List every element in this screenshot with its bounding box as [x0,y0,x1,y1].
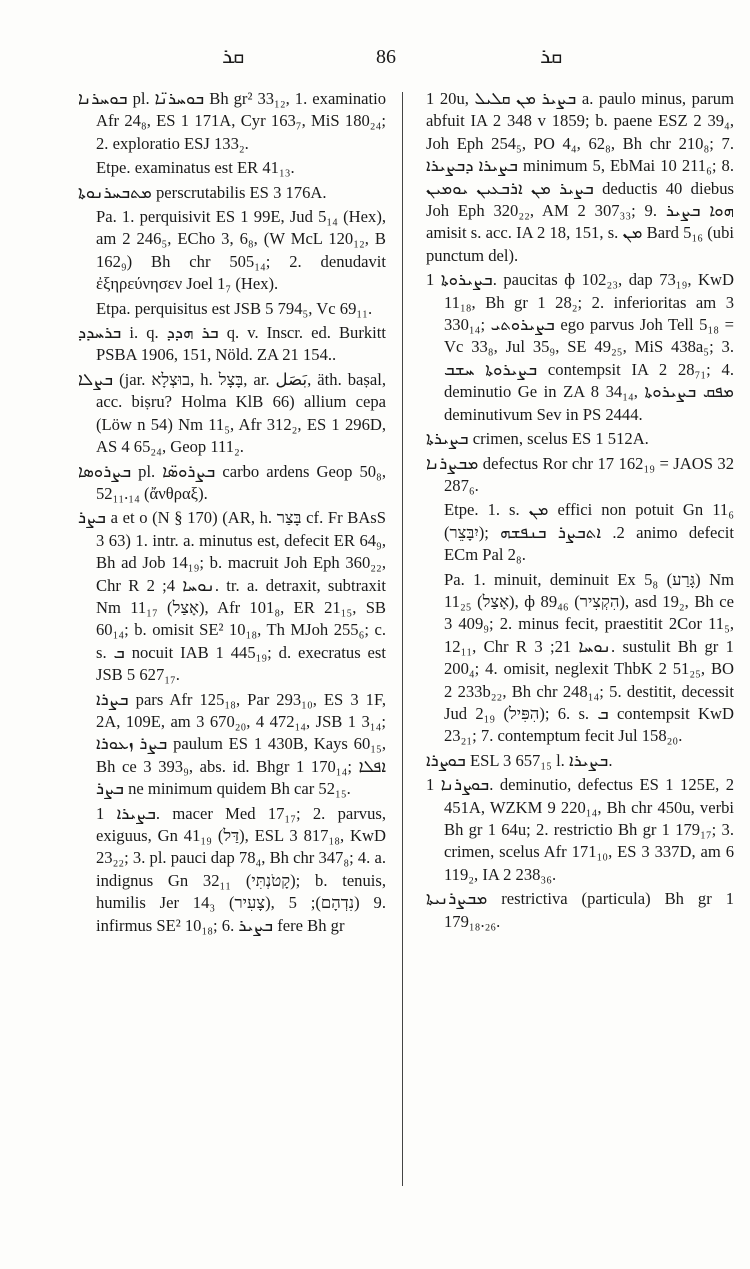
dictionary-entry: ܒܘܚܪܢܐ pl. ܒܘܚܪܢ̈ܐ Bh gr² 33₁₂, 1. examinatio Afr 24₈, ES 1 171A, Cyr 163₇, MiS 180₂₄; 2. exploratio ESJ 133₂. [78,89,387,153]
header-right-root: ܩܪ [540,44,563,68]
dictionary-entry: Etpa. perquisitus est JSB 5 794₅, Vc 69₁₁. [96,298,373,318]
dictionary-entry: ܒܨܝܪܘܬܐ 1. paucitas ф 102₂₃, dap 73₁₉, KwD 11₁₈, Bh gr 1 28₂; 2. inferioritas am 3 330₁₄; ܒܨܝܪܘܬܝ ego parvus Joh Tell 5₁₈ = Vc 33₈, Jul 35₉, SE 49₂₅, MiS 438a₅; 3. ܒܨܝܪܘܬܐ ܚܫܒ contempsit IA 2 28₇₁; 4. deminutio Ge in ZA 8 34₁₄, ܡܦܩ ܒܨܝܪܘܬܐ deminutivum Sev in PS 2444. [426,270,735,424]
header-left-root: ܩܪ [222,44,245,68]
dictionary-entry: ܡܬܒܚܪܢܘܬܐ perscrutabilis ES 3 176A. [78,182,327,202]
dictionary-entry: ܒܨܪܘܣܐ pl. ܒܨܪܘܣ̈ܐ carbo ardens Geop 50₈, 52₁₁.₁₄ (ἄνθραξ). [78,461,386,503]
page-header [0,44,750,78]
dictionary-entry: ܒܪܚܕܕ i. q. ܒܪ ܗܕܕ q. v. Inscr. ed. Burkitt PSBA 1906, 151, Nöld. ZA 21 154.. [78,323,386,365]
dictionary-entry: ܒܨܝܪܐ 1. macer Med 17₁₇; 2. parvus, exiguus, Gn 41₁₉ (דַּל), ESL 3 817₁₈, KwD 23₂₂; 3. pl. pauci dap 78₄, Bh chr 347₈; 4. a. indignus Gn 32₁₁ (קָטֹנְתִּי); b. tenuis, humilis Jer 14₃ (צָעִיר), 9 (נִדְהָם); 5. infirmus SE² 10₁₈; 6. ܒܨܝܪ fere Bh gr [96,803,387,935]
column-divider [402,92,403,1186]
dictionary-entry: Etpe. examinatus est ER 41₁₃. [96,158,295,178]
dictionary-entry: ܒܘܨܪܐ ESL 3 657₁₅ l. ܒܨܝܪܐ. [426,750,613,770]
left-column [78,88,386,939]
dictionary-entry: Pa. 1. perquisivit ES 1 99E, Jud 5₁₄ (Hex), am 2 246₅, ECho 3, 6₈, (W McL 120₁₂, B 162₉) Bh chr 505₁₄; 2. denudavit ἐξηρεύνησεν Joel 1₇ (Hex). [96,207,386,294]
dictionary-entry: ܒܨܪܐ pars Afr 125₁₈, Par 293₁₀, ES 3 1F, 2A, 109E, am 3 670₂₀, 4 472₁₄, JSB 1 3₁₄; ܒܨܪ ܙܥܘܪܐ paulum ES 1 430B, Kays 60₁₅, Bh ce 3 393₉, abs. id. Bhgr 1 170₁₄; ܐܦܠܐ ܒܨܪ ne minimum quidem Bh car 52₁₅. [96,689,386,799]
dictionary-entry: Pa. 1. minuit, deminuit Ex 5₈ (גָּרַע) Nm 11₂₅ (אָצַל), ф 89₄₆ (הִקְצִיר), asd 19₂, Bh ce 3 409₉; 2. minus fecit, praestitit 2Cor 11₅, 12₁₁, Chr R ܢܘܚܐ 21; 3. sustulit Bh gr 1 200₄; 4. omisit, neglexit ThbK 2 51₂₅, BO 2 233b₂₂, Bh chr 248₁₄; 5. destitit, decessit Jud 2₁₉ (הִפִּיל); 6. s. ܒ contempsit KwD 23₂₁; 7. contemptum fecit Jul 158₂₀. [444,569,735,746]
right-column [426,88,734,935]
dictionary-entry: Etpe. 1. s. ܡܢ effici non potuit Gn 11₆ (יִבָּצֵר); 2. ܐܬܒܨܪ ܒܢܦܫܗ animo defecit ECm Pal 2₈. [444,500,734,565]
dictionary-entry: ܒܨܠܐ (jar. בוּצְלָא, h. בָּצָל, ar. بَصَل, äth. baṣal, acc. biṣru? Holma KlB 66) allium cepa (Löw n 54) Nm 11₅, Afr 312₂, ES 1 296D, AS 4 65₂₄, Geop 111₂. [78,369,386,457]
dictionary-entry: 1 20u, ܒܨܝܪ ܡܢ ܩܠܝܠ a. paulo minus, parum abfuit IA 2 348 v 1859; b. paene ESZ 2 39₄, Joh Eph 254₅, PO 4₄, 62₈, Bh chr 210₈; 7. ܒܨܝܪܐ ܕܒܨܝܪܐ minimum 5, EbMai 10 211₆; 8. ܒܨܝܪ ܡܢ ܐܪܒܥܝܢ ܝܘܡܝܢ deductis 40 diebus Joh Eph 320₂₂, AM 2 307₃₃; 9. ܗܘܐ ܒܨܝܪ amisit s. acc. IA 2 18, 151, s. ܡܢ Bard 5₁₆ (ubi punctum del). [426,89,734,265]
dictionary-entry: ܒܨܝܪܬܐ crimen, scelus ES 1 512A. [426,429,649,449]
dictionary-entry: ܒܘܨܪܢܐ 1. deminutio, defectus ES 1 125E, 2 451A, WZKM 9 220₁₄, Bh chr 450u, verbi Bh gr 1 64u; 2. restrictio Bh gr 1 179₁₇; 3. crimen, scelus Afr 171₁₀, ES 3 337D, am 6 119₂, IA 2 238₃₆. [426,775,734,884]
dictionary-entry: ܡܒܨܪܢܝܬܐ restrictiva (particula) Bh gr 1 179₁₈.₂₆. [426,889,734,931]
page-number: 86 [376,46,396,68]
dictionary-entry: ܡܒܨܪܢܐ defectus Ror chr 17 162₁₉ = JAOS 32 287₆. [426,453,734,495]
dictionary-entry: ܒܨܪ a et o (N § 170) (AR, h. בָּצַר cf. Fr BAsS 3 63) 1. intr. a. minutus est, defecit ER 64₉, Bh ad Job 14₁₉; b. macruit Joh Eph 360₂₂, Chr R ܢܘܚܐ 4; 2. tr. a. detraxit, subtraxit Nm 11₁₇ (אָצַל), Afr 101₈, ER 21₁₅, SB 60₁₄; b. omisit SE² 10₁₈, Th MJoh 255₆; c. s. ܒ nocuit IAB 1 445₁₉; d. execratus est JSB 5 627₁₇. [78,508,386,685]
